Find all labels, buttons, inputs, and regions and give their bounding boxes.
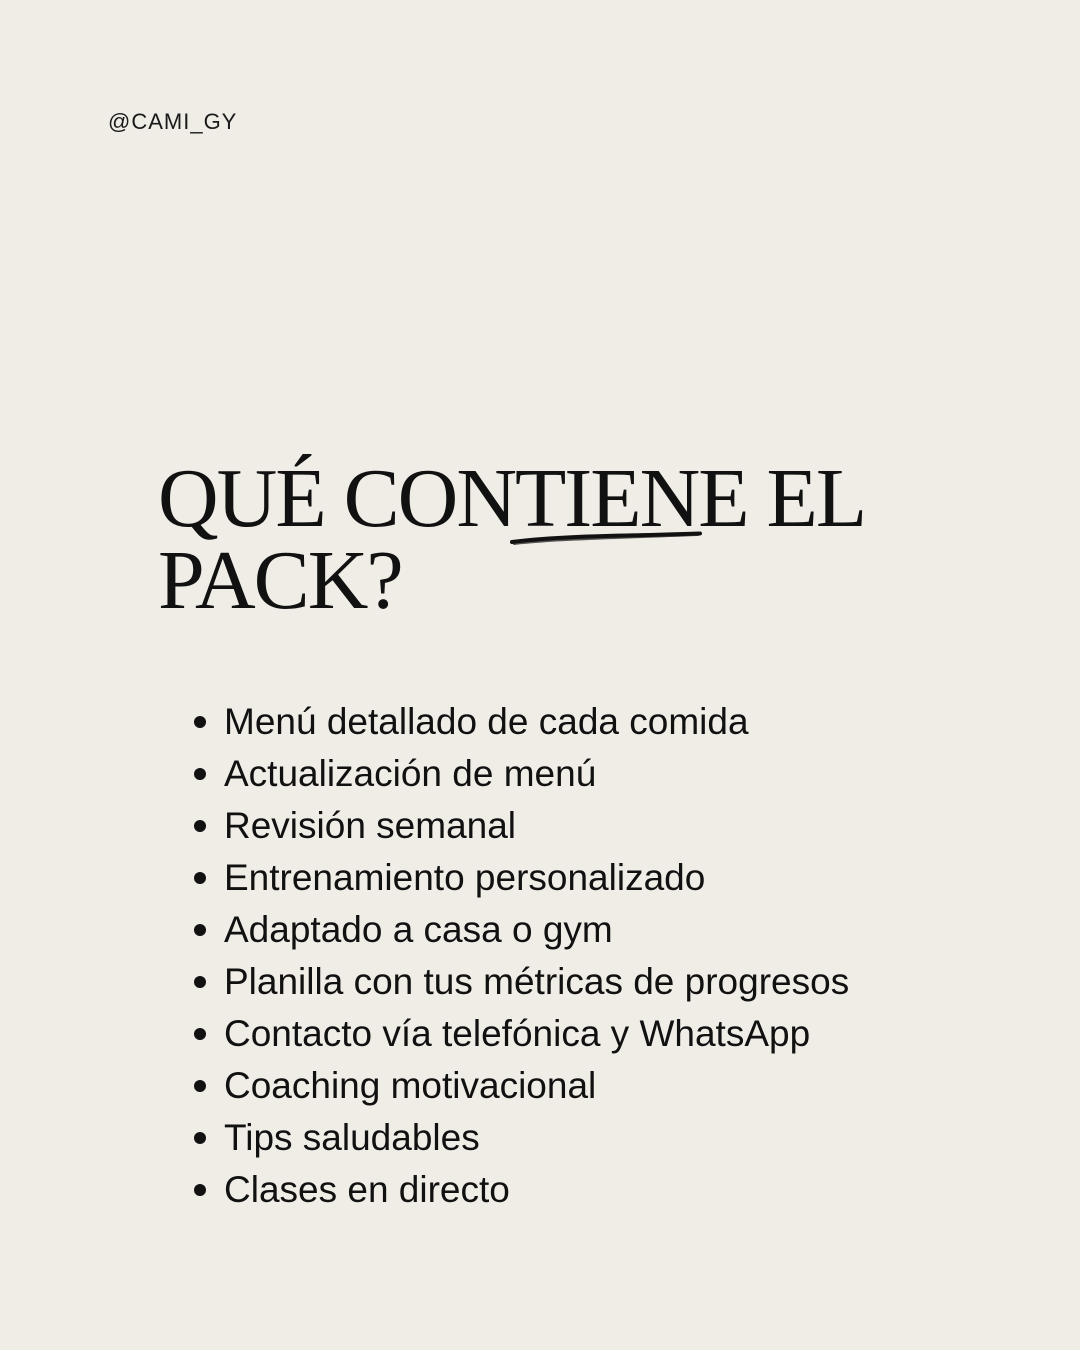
title-line-2: PACK? (158, 534, 402, 627)
list-item-label: Entrenamiento personalizado (224, 857, 706, 898)
list-item (190, 1112, 849, 1164)
list-item (190, 1164, 849, 1216)
bullet-icon (194, 1028, 206, 1040)
list-item (190, 956, 849, 1008)
list-item (190, 904, 849, 956)
bullet-icon (194, 1184, 206, 1196)
list-item (190, 852, 849, 904)
bullet-icon (194, 924, 206, 936)
bullet-icon (194, 1132, 206, 1144)
list-item-label: Tips saludables (224, 1117, 480, 1158)
list-item-label: Coaching motivacional (224, 1065, 597, 1106)
bullet-icon (194, 872, 206, 884)
list-item-label: Clases en directo (224, 1169, 510, 1210)
list-item-label: Contacto vía telefónica y WhatsApp (224, 1013, 811, 1054)
list-item (190, 1060, 849, 1112)
list-item-label: Menú detallado de cada comida (224, 701, 749, 742)
bullet-icon (194, 716, 206, 728)
account-handle: @CAMI_GY (108, 109, 238, 134)
bullet-icon (194, 1080, 206, 1092)
list-item (190, 1008, 849, 1060)
brush-underline-icon (510, 528, 704, 550)
list-item-label: Revisión semanal (224, 805, 517, 846)
bullet-icon (194, 976, 206, 988)
title-line-1: QUÉ CONTIENE EL (158, 452, 866, 545)
list-item-label: Adaptado a casa o gym (224, 909, 613, 950)
list-item-label: Actualización de menú (224, 753, 597, 794)
bullet-icon (194, 820, 206, 832)
feature-list (190, 696, 849, 1216)
list-item (190, 748, 849, 800)
list-item-label: Planilla con tus métricas de progresos (224, 961, 850, 1002)
list-item (190, 696, 849, 748)
bullet-icon (194, 768, 206, 780)
list-item (190, 800, 849, 852)
